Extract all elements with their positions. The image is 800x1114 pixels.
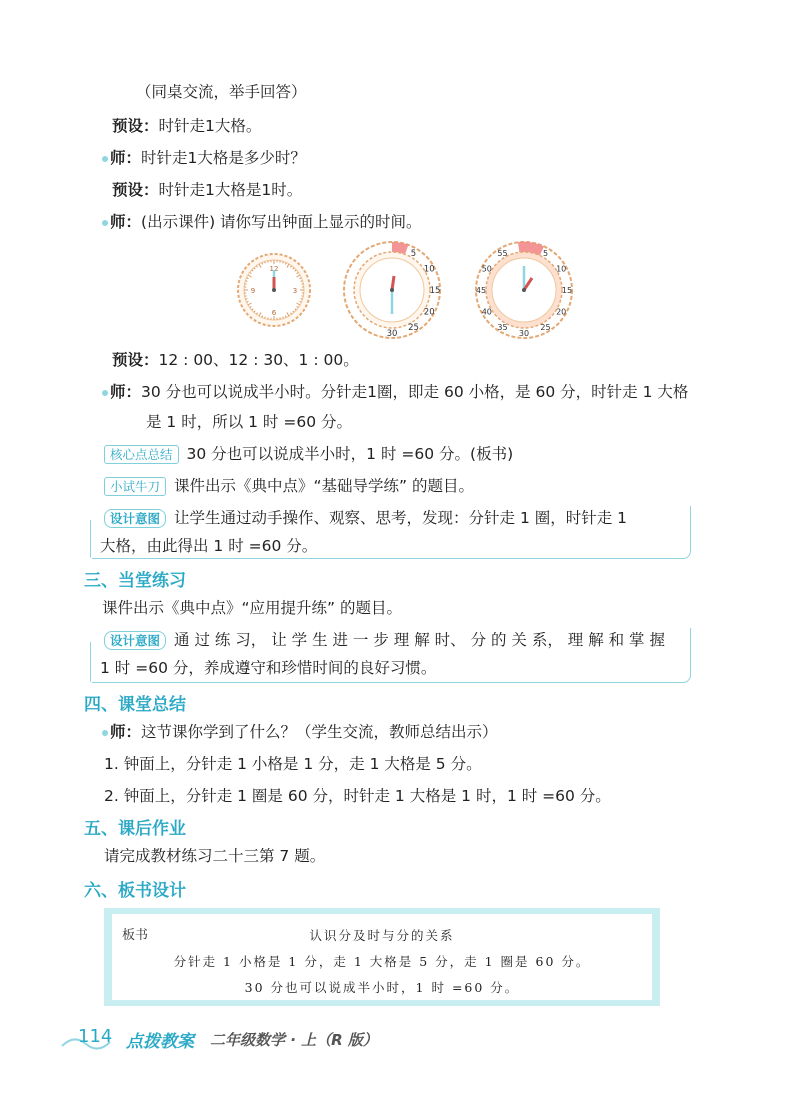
line-1: （同桌交流，举手回答）: [136, 83, 307, 101]
clock-minute-label: 10: [423, 264, 435, 275]
clock-minute-label: 15: [429, 286, 441, 296]
teacher-label: 师：: [110, 149, 142, 167]
svg-text:12: 12: [269, 265, 279, 273]
line-4-text: 时针走1大格是1时。: [158, 181, 303, 199]
section-3-heading: 三、当堂练习: [84, 571, 186, 591]
clock-minute-label: 40: [481, 307, 492, 317]
bullet-icon: [102, 220, 108, 226]
clock-minute-label: 5: [542, 248, 549, 258]
board-line-1: 分针走 1 小格是 1 分，走 1 大格是 5 分，走 1 圈是 60 分。: [173, 954, 591, 969]
section-4-teacher-text: 这节课你学到了什么？（学生交流，教师总结出示）: [141, 723, 498, 741]
bullet-icon: [102, 156, 108, 162]
intent-2a-text: 通 过 练 习， 让 学 生 进 一 步 理 解 时、 分 的 关 系， 理 解 和 掌 握: [174, 631, 665, 649]
teacher-label: 师：: [110, 723, 142, 741]
core-summary: [104, 444, 513, 464]
section-4-teacher: [102, 722, 498, 742]
core-tag: 核心点总结: [104, 445, 179, 464]
try-it: [104, 476, 474, 496]
board-title: 认识分及时与分的关系: [309, 928, 455, 943]
section-3-text: 课件出示《典中点》“应用提升练” 的题目。: [102, 599, 402, 617]
try-tag: 小试牛刀: [104, 477, 166, 496]
clock-12-00: [238, 254, 310, 326]
bullet-icon: [102, 390, 108, 396]
clock-minute-label: 25: [408, 323, 419, 334]
line-2-text: 时针走1大格。: [158, 117, 262, 135]
board-tag: 板书: [122, 928, 149, 943]
intent-1a: [104, 508, 627, 528]
clock-minute-label: 35: [497, 323, 508, 333]
clock-minute-label: 15: [561, 286, 573, 295]
clock-minute-label: 25: [540, 323, 551, 333]
line-6: [112, 350, 359, 370]
section-4-heading: 四、课堂总结: [84, 695, 186, 715]
bullet-icon: [102, 730, 108, 736]
core-text: 30 分也可以说成半小时，1 时 =60 分。(板书): [186, 445, 514, 463]
line-4: [112, 180, 302, 200]
brand-logo: 点拨教案: [126, 1032, 194, 1052]
try-text: 课件出示《典中点》“基础导学练” 的题目。: [174, 477, 475, 495]
clock-12-30: [344, 242, 440, 339]
board-line-2: 30 分也可以说成半小时，1 时 =60 分。: [244, 980, 520, 995]
intent-tag: 设计意图: [104, 631, 166, 650]
section-5-heading: 五、课后作业: [84, 819, 186, 839]
preset-label: 预设：: [112, 117, 159, 135]
clock-minute-label: 50: [481, 264, 492, 274]
line-3-text: 时针走1大格是多少时？: [141, 149, 306, 167]
board-design: [104, 908, 660, 1006]
summary-item-2: 2. 钟面上，分针走 1 圈是 60 分，时针走 1 大格是 1 时，1 时 =60 分。: [104, 787, 611, 805]
svg-text:6: 6: [271, 309, 277, 317]
book-title: 二年级数学 · 上（R 版）: [210, 1031, 378, 1049]
clock-minute-label: 30: [518, 329, 530, 338]
line-6-text: 12 : 00、12 : 30、1 : 00。: [158, 351, 359, 369]
intent-tag: 设计意图: [104, 509, 166, 528]
page-number: 114: [78, 1026, 113, 1047]
section-5-text: 请完成教材练习二十三第 7 题。: [104, 847, 326, 865]
intent-2b: 1 时 =60 分，养成遵守和珍惜时间的良好习惯。: [100, 659, 437, 677]
svg-text:3: 3: [292, 287, 298, 295]
board-inner: [112, 914, 652, 1000]
clock-minute-label: 10: [556, 264, 567, 274]
line-7a: [102, 382, 688, 402]
teacher-label: 师：: [110, 213, 142, 231]
clock-minute-label: 55: [497, 248, 508, 258]
clocks-figure: [236, 240, 586, 340]
intent-1b: 大格，由此得出 1 时 =60 分。: [100, 537, 318, 555]
clock-minute-label: 20: [423, 307, 435, 318]
intent-2a: [104, 630, 665, 650]
clock-minute-label: 20: [556, 307, 567, 317]
line-7a-text: 30 分也可以说成半小时。分针走1圈，即走 60 小格，是 60 分，时针走 1 大格: [141, 383, 689, 401]
intent-1a-text: 让学生通过动手操作、观察、思考，发现：分针走 1 圈，时针走 1: [174, 509, 628, 527]
preset-label: 预设：: [112, 351, 159, 369]
line-5-text: (出示课件) 请你写出钟面上显示的时间。: [141, 213, 422, 231]
clock-1-00: [476, 242, 572, 338]
summary-item-1: 1. 钟面上，分针走 1 小格是 1 分，走 1 大格是 5 分。: [104, 755, 482, 773]
line-5: [102, 212, 422, 232]
line-7b: 是 1 时，所以 1 时 =60 分。: [146, 413, 352, 431]
clock-minute-label: 5: [410, 248, 417, 259]
preset-label: 预设：: [112, 181, 159, 199]
section-6-heading: 六、板书设计: [84, 881, 186, 901]
clock-minute-label: 30: [386, 329, 398, 339]
line-3: [102, 148, 306, 168]
teacher-label: 师：: [110, 383, 142, 401]
svg-text:9: 9: [250, 287, 256, 295]
clock-minute-label: 45: [475, 286, 487, 295]
line-2: [112, 116, 261, 136]
